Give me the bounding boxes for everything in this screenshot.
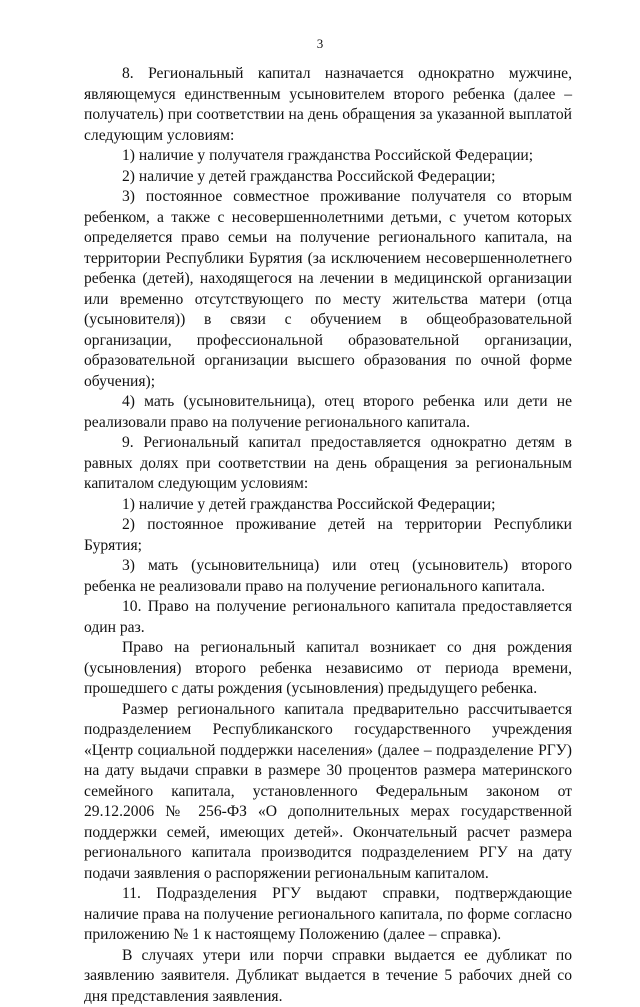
- paragraph-8-item-4: 4) мать (усыновительница), отец второго ребенка или дети не реализовали право на получение регионального капитала.: [84, 392, 572, 433]
- paragraph-9-item-2: 2) постоянное проживание детей на территории Республики Бурятия;: [84, 515, 572, 556]
- paragraph-10-right-origin: Право на региональный капитал возникает со дня рождения (усыновления) второго ребенка независимо от периода времени, прошедшего с даты рождения (усыновления) предыдущего ребенка.: [84, 638, 572, 700]
- paragraph-9: 9. Региональный капитал предоставляется однократно детям в равных долях при соответствии на день обращения за региональным капиталом следующим условиям:: [84, 433, 572, 495]
- paragraph-8-item-3: 3) постоянное совместное проживание получателя со вторым ребенком, а также с несовершеннолетними детьми, с учетом которых определяется право семьи на получение регионального капитала, на территории Республики Бурятия (за исключением несовершеннолетнего ребенка (детей), находящегося на лечении в медицинской организации или временно отсутствующего по месту жительства матери (отца (усыновителя)) в связи с обучением в общеобразовательной организации, профессиональной образовательной организации, образовательной организации высшего образования по очной форме обучения);: [84, 187, 572, 392]
- paragraph-8: 8. Региональный капитал назначается однократно мужчине, являющемуся единственным усыновителем второго ребенка (далее – получатель) при соответствии на день обращения за указанной выплатой следующим условиям:: [84, 64, 572, 146]
- paragraph-11-duplicate: В случаях утери или порчи справки выдается ее дубликат по заявлению заявителя. Дубликат выдается в течение 5 рабочих дней со дня представления заявления.: [84, 946, 572, 1007]
- paragraph-8-item-1: 1) наличие у получателя гражданства Российской Федерации;: [84, 146, 572, 167]
- document-body: [84, 64, 572, 1007]
- page-number: 3: [0, 36, 640, 52]
- paragraph-11: 11. Подразделения РГУ выдают справки, подтверждающие наличие права на получение регионального капитала, по форме согласно приложению № 1 к настоящему Положению (далее – справка).: [84, 884, 572, 946]
- paragraph-9-item-1: 1) наличие у детей гражданства Российской Федерации;: [84, 495, 572, 516]
- paragraph-10: 10. Право на получение регионального капитала предоставляется один раз.: [84, 597, 572, 638]
- paragraph-8-item-2: 2) наличие у детей гражданства Российской Федерации;: [84, 167, 572, 188]
- paragraph-10-amount: Размер регионального капитала предварительно рассчитывается подразделением Республиканского государственного учреждения «Центр социальной поддержки населения» (далее – подразделение РГУ) на дату выдачи справки в размере 30 процентов размера материнского семейного капитала, установленного Федеральным законом от 29.12.2006 № 256-ФЗ «О дополнительных мерах государственной поддержки семей, имеющих детей». Окончательный расчет размера регионального капитала производится подразделением РГУ на дату подачи заявления о распоряжении региональным капиталом.: [84, 700, 572, 885]
- paragraph-9-item-3: 3) мать (усыновительница) или отец (усыновитель) второго ребенка не реализовали право на получение регионального капитала.: [84, 556, 572, 597]
